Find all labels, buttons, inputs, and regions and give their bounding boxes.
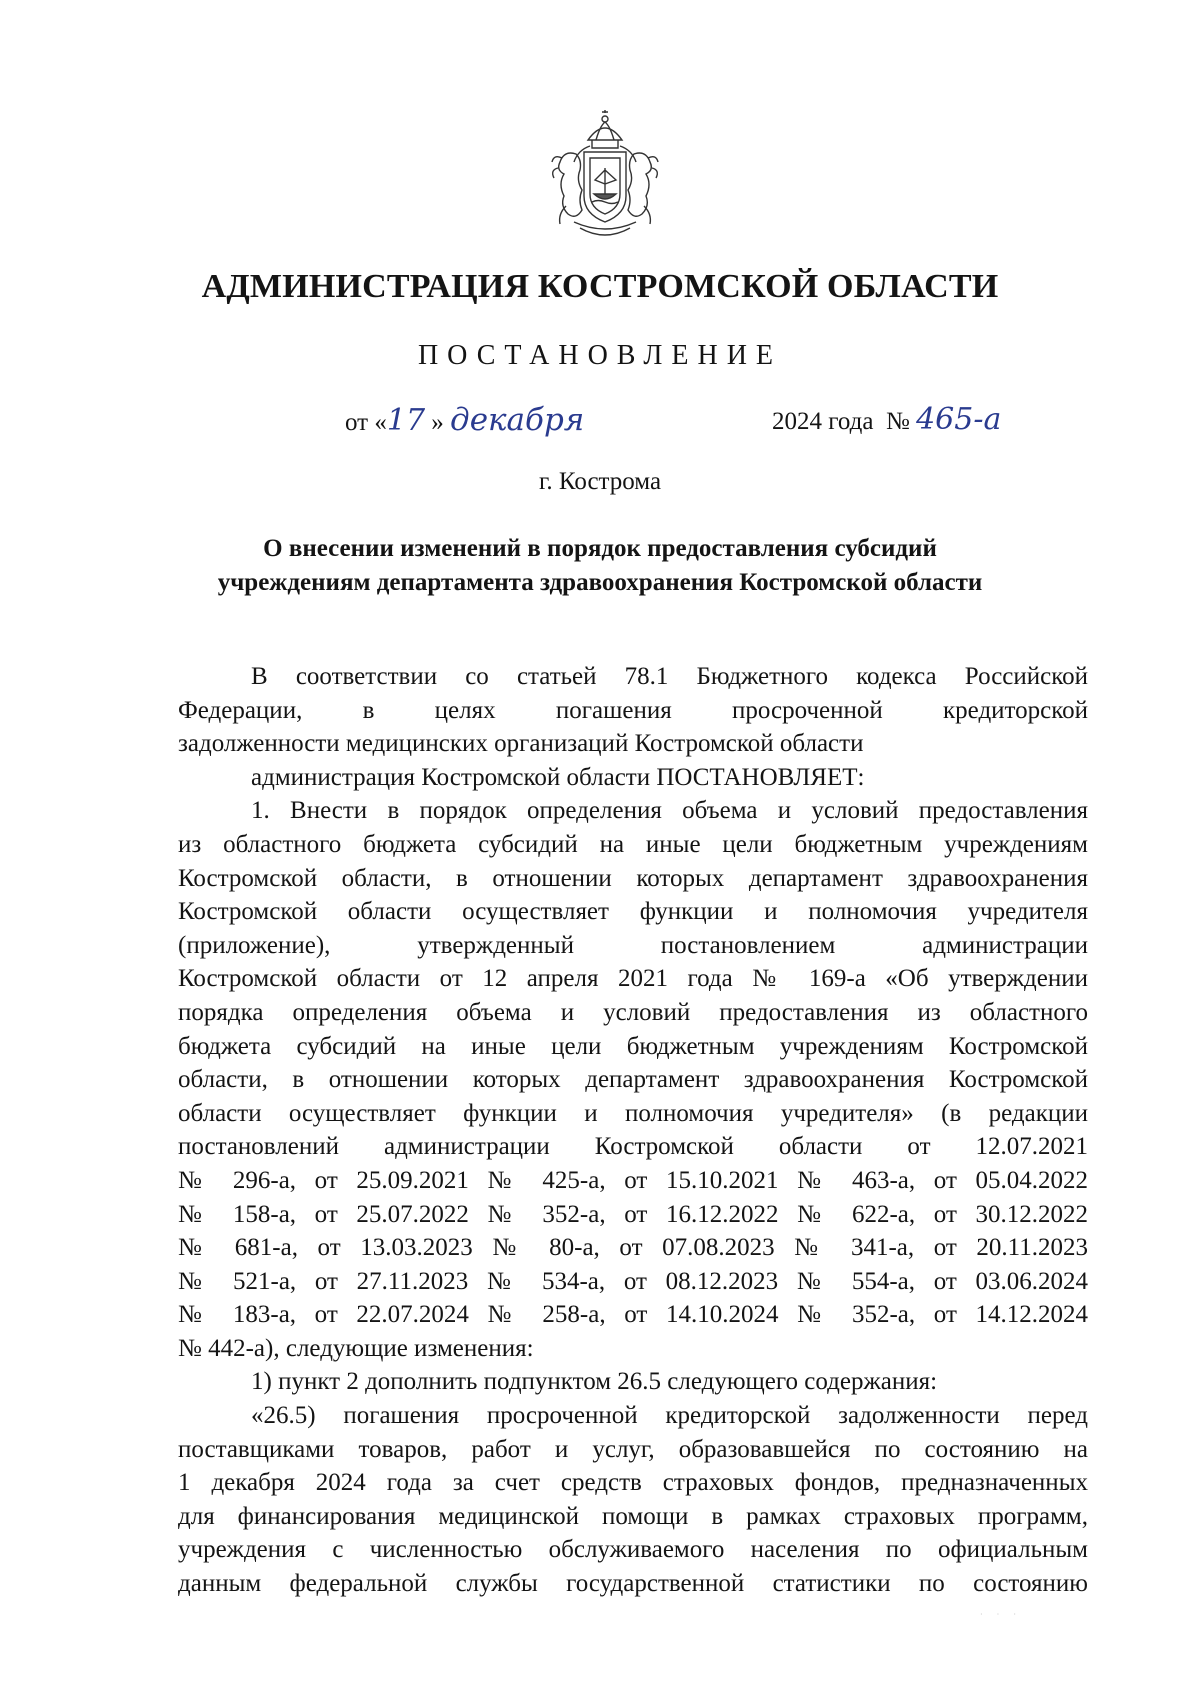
title-line-2: учреждениям департамента здравоохранения Костромской области	[217, 569, 983, 596]
body-line: порядка определения объема и условий предоставления из областного	[178, 998, 1088, 1026]
body-line: учреждения с численностью обслуживаемого населения по официальным	[178, 1536, 1088, 1564]
date-month: декабря	[450, 402, 585, 438]
body-line: В соответствии со статьей 78.1 Бюджетного кодекса Российской	[251, 663, 1088, 690]
document-title	[0, 532, 1200, 600]
body-line: Костромской области, в отношении которых департамент здравоохранения	[178, 864, 1088, 892]
body-line: для финансирования медицинской помощи в рамках страховых программ,	[178, 1502, 1088, 1530]
body-line: № 183-а, от 22.07.2024 № 258-а, от 14.10.2024 № 352-а, от 14.12.2024	[178, 1301, 1088, 1329]
body-line: бюджета субсидий на иные цели бюджетным учреждениям Костромской	[178, 1032, 1088, 1060]
date-year: 2024 года	[772, 408, 874, 435]
number-sign: №	[885, 408, 910, 435]
date-line	[345, 402, 584, 438]
body-line: области, в отношении которых департамент здравоохранения Костромской	[178, 1066, 1088, 1094]
title-line-1: О внесении изменений в порядок предоставления субсидий	[263, 535, 937, 562]
date-day: 17	[386, 403, 426, 438]
body-line: № 521-а, от 27.11.2023 № 534-а, от 08.12.2023 № 554-а, от 03.06.2024	[178, 1267, 1088, 1295]
body-line: данным федеральной службы государственной статистики по состоянию	[178, 1570, 1088, 1598]
document-number: 465-а	[916, 402, 1002, 437]
body-line: Федерации, в целях погашения просроченной кредиторской	[178, 696, 1088, 724]
body-line: администрация Костромской области ПОСТАНОВЛЯЕТ:	[251, 763, 865, 791]
document-body	[178, 660, 1088, 1601]
body-line: Костромской области от 12 апреля 2021 года № 169-а «Об утверждении	[178, 965, 1088, 993]
body-line: из областного бюджета субсидий на иные цели бюджетным учреждениям	[178, 830, 1088, 858]
body-line: области осуществляет функции и полномочия учредителя» (в редакции	[178, 1099, 1088, 1127]
scan-specks: · · ·	[980, 1610, 1022, 1619]
body-line: 1 декабря 2024 года за счет средств страховых фондов, предназначенных	[178, 1469, 1088, 1497]
document-type: ПОСТАНОВЛЕНИЕ	[417, 340, 783, 371]
body-line: 1) пункт 2 дополнить подпунктом 26.5 следующего содержания:	[251, 1368, 938, 1396]
body-line: № 681-а, от 13.03.2023 № 80-а, от 07.08.2023 № 341-а, от 20.11.2023	[178, 1234, 1088, 1262]
date-mid: »	[431, 409, 444, 436]
body-line: № 158-а, от 25.07.2022 № 352-а, от 16.12.2022 № 622-а, от 30.12.2022	[178, 1200, 1088, 1228]
body-line: «26.5) погашения просроченной кредиторской задолженности перед	[251, 1402, 1088, 1430]
number-line	[772, 402, 1001, 437]
body-line: (приложение), утвержденный постановлением администрации	[178, 931, 1088, 959]
city: г. Кострома	[538, 468, 662, 495]
date-prefix: от «	[345, 409, 387, 436]
body-line: № 296-а, от 25.09.2021 № 425-а, от 15.10.2021 № 463-а, от 05.04.2022	[178, 1166, 1088, 1194]
organization-name: АДМИНИСТРАЦИЯ КОСТРОМСКОЙ ОБЛАСТИ	[201, 268, 999, 305]
body-line: задолженности медицинских организаций Костромской области	[178, 730, 864, 758]
coat-of-arms-emblem	[540, 110, 670, 250]
body-line: поставщиками товаров, работ и услуг, образовавшейся по состоянию на	[178, 1435, 1088, 1463]
body-line: 1. Внести в порядок определения объема и условий предоставления	[251, 797, 1088, 825]
body-line: постановлений администрации Костромской области от 12.07.2021	[178, 1133, 1088, 1161]
body-line: Костромской области осуществляет функции и полномочия учредителя	[178, 898, 1088, 926]
body-line: № 442-а), следующие изменения:	[178, 1334, 534, 1362]
